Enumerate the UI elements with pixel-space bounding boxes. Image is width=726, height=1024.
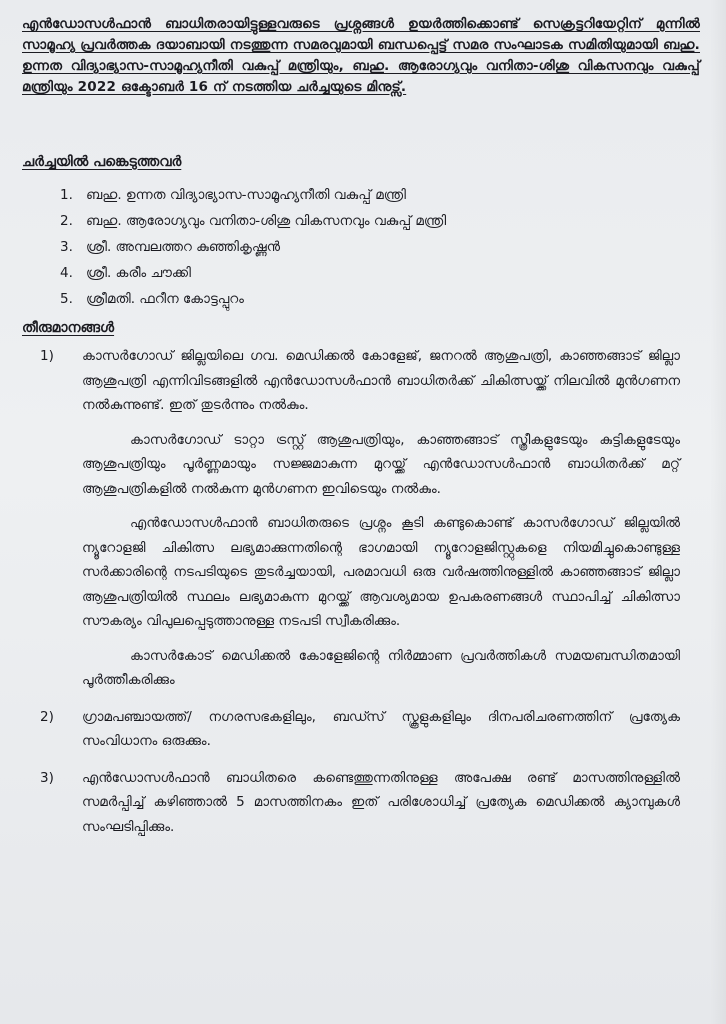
- decisions-heading: തീരുമാനങ്ങൾ: [22, 320, 115, 336]
- participant-number: 5.: [60, 291, 73, 307]
- decision-paragraph: കാസർഗോഡ് ജില്ലയിലെ ഗവ. മെഡിക്കൽ കോളേജ്, ജനറൽ ആശുപത്രി, കാഞ്ഞങ്ങാട് ജില്ലാ ആശുപത്രി എന്നിവിടങ്ങളിൽ എൻഡോസൾഫാൻ ബാധിതർക്ക് ചികിത്സയ്ക്ക് നിലവിൽ മുൻഗണന നൽകുന്നുണ്ട്. ഇത് തുടർന്നും നൽകും.: [82, 348, 680, 413]
- decision-paragraph: ഗ്രാമപഞ്ചായത്ത്/ നഗരസഭകളിലും, ബഡ്സ് സ്കൂളുകളിലും ദിനപരിചരണത്തിന് പ്രത്യേക സംവിധാനം ഒരുക്കും.: [82, 708, 680, 749]
- decision-item-2: [40, 705, 680, 754]
- participants-heading: ചർച്ചയിൽ പങ്കെടുത്തവർ: [22, 154, 182, 170]
- participant-item: [60, 208, 680, 234]
- decision-item-1: [40, 344, 680, 693]
- paper-edge-shadow: [710, 0, 726, 1024]
- decision-item-3: [40, 766, 680, 840]
- participant-name: ബഹു. ഉന്നത വിദ്യാഭ്യാസ-സാമൂഹ്യനീതി വകുപ്പ് മന്ത്രി: [86, 187, 406, 203]
- decision-number: 1): [40, 348, 54, 364]
- decision-number: 2): [40, 708, 54, 725]
- decisions-list: [40, 344, 680, 851]
- participant-name: ശ്രീ. അമ്പലത്തറ കുഞ്ഞികൃഷ്ണൻ: [86, 239, 281, 255]
- participant-name: ശ്രീ. കരീം ചൗക്കി: [86, 265, 191, 281]
- participant-item: [60, 286, 680, 312]
- participant-number: 3.: [60, 239, 73, 255]
- decision-number: 3): [40, 769, 54, 786]
- participant-item: [60, 182, 680, 208]
- participant-number: 2.: [60, 213, 73, 229]
- participant-item: [60, 234, 680, 260]
- decision-paragraph: എൻഡോസൾഫാൻ ബാധിതരെ കണ്ടെത്തുന്നതിനുള്ള അപേക്ഷ രണ്ട് മാസത്തിനുള്ളിൽ സമർപ്പിച്ച് കഴിഞ്ഞാൽ 5 മാസത്തിനകം ഇത് പരിശോധിച്ച് പ്രത്യേക മെഡിക്കൽ ക്യാമ്പുകൾ സംഘടിപ്പിക്കും.: [82, 769, 680, 835]
- decision-paragraph: കാസർകോട് മെഡിക്കൽ കോളേജിന്റെ നിർമ്മാണ പ്രവർത്തികൾ സമയബന്ധിതമായി പൂർത്തീകരിക്കും: [82, 647, 680, 688]
- decision-paragraph: എൻഡോസൾഫാൻ ബാധിതരുടെ പ്രശ്നം കൂടി കണ്ടുകൊണ്ട് കാസർഗോഡ് ജില്ലയിൽ ന്യൂറോളജി ചികിത്സ ലഭ്യമാക്കുന്നതിന്റെ ഭാഗമായി ന്യൂറോളജിസ്റ്റുകളെ നിയമിച്ചുകൊണ്ടുള്ള സർക്കാരിന്റെ നടപടിയുടെ തുടർച്ചയായി, പരമാവധി ഒരു വർഷത്തിനുള്ളിൽ കാഞ്ഞങ്ങാട് ജില്ലാ ആശുപത്രിയിൽ സ്ഥലം ലഭ്യമാകുന്ന മുറയ്ക്ക് ആവശ്യമായ ഉപകരണങ്ങൾ സ്ഥാപിച്ച് ചികിത്സാ സൗകര്യം വിപുലപ്പെടുത്താനുള്ള നടപടി സ്വീകരിക്കും.: [82, 515, 680, 629]
- document-title: എൻഡോസൾഫാൻ ബാധിതരായിട്ടുള്ളവരുടെ പ്രശ്നങ്ങൾ ഉയർത്തിക്കൊണ്ട് സെക്രട്ടറിയേറ്റിന് മുന്നിൽ സാമൂഹ്യ പ്രവർത്തക ദയാബായി നടത്തുന്ന സമരവുമായി ബന്ധപ്പെട്ട് സമര സംഘാടക സമിതിയുമായി ബഹു. ഉന്നത വിദ്യാഭ്യാസ-സാമൂഹ്യനീതി വകുപ്പ് മന്ത്രിയും, ബഹു. ആരോഗ്യവും വനിതാ-ശിശു വികസനവും വകുപ്പ് മന്ത്രിയും 2022 ഒക്ടോബർ 16 ന് നടത്തിയ ചർച്ചയുടെ മിനുട്സ്.: [22, 16, 700, 95]
- participants-list: [60, 182, 680, 312]
- participant-name: ശ്രീമതി. ഫറീന കോട്ടപ്പുറം: [86, 291, 244, 307]
- decision-paragraph: കാസർഗോഡ് ടാറ്റാ ട്രസ്റ്റ് ആശുപത്രിയും, കാഞ്ഞങ്ങാട് സ്ത്രീകളുടേയും കുട്ടികളുടേയും ആശുപത്രിയും പൂർണ്ണമായും സജ്ജമാകുന്ന മുറയ്ക്ക് എൻഡോസൾഫാൻ ബാധിതർക്ക് മറ്റ് ആശുപത്രികളിൽ നൽകുന്ന മുൻഗണന ഇവിടെയും നൽകും.: [82, 431, 680, 497]
- participant-item: [60, 260, 680, 286]
- participant-number: 1.: [60, 187, 73, 203]
- participant-number: 4.: [60, 265, 73, 281]
- participant-name: ബഹു. ആരോഗ്യവും വനിതാ-ശിശു വികസനവും വകുപ്പ് മന്ത്രി: [86, 213, 447, 229]
